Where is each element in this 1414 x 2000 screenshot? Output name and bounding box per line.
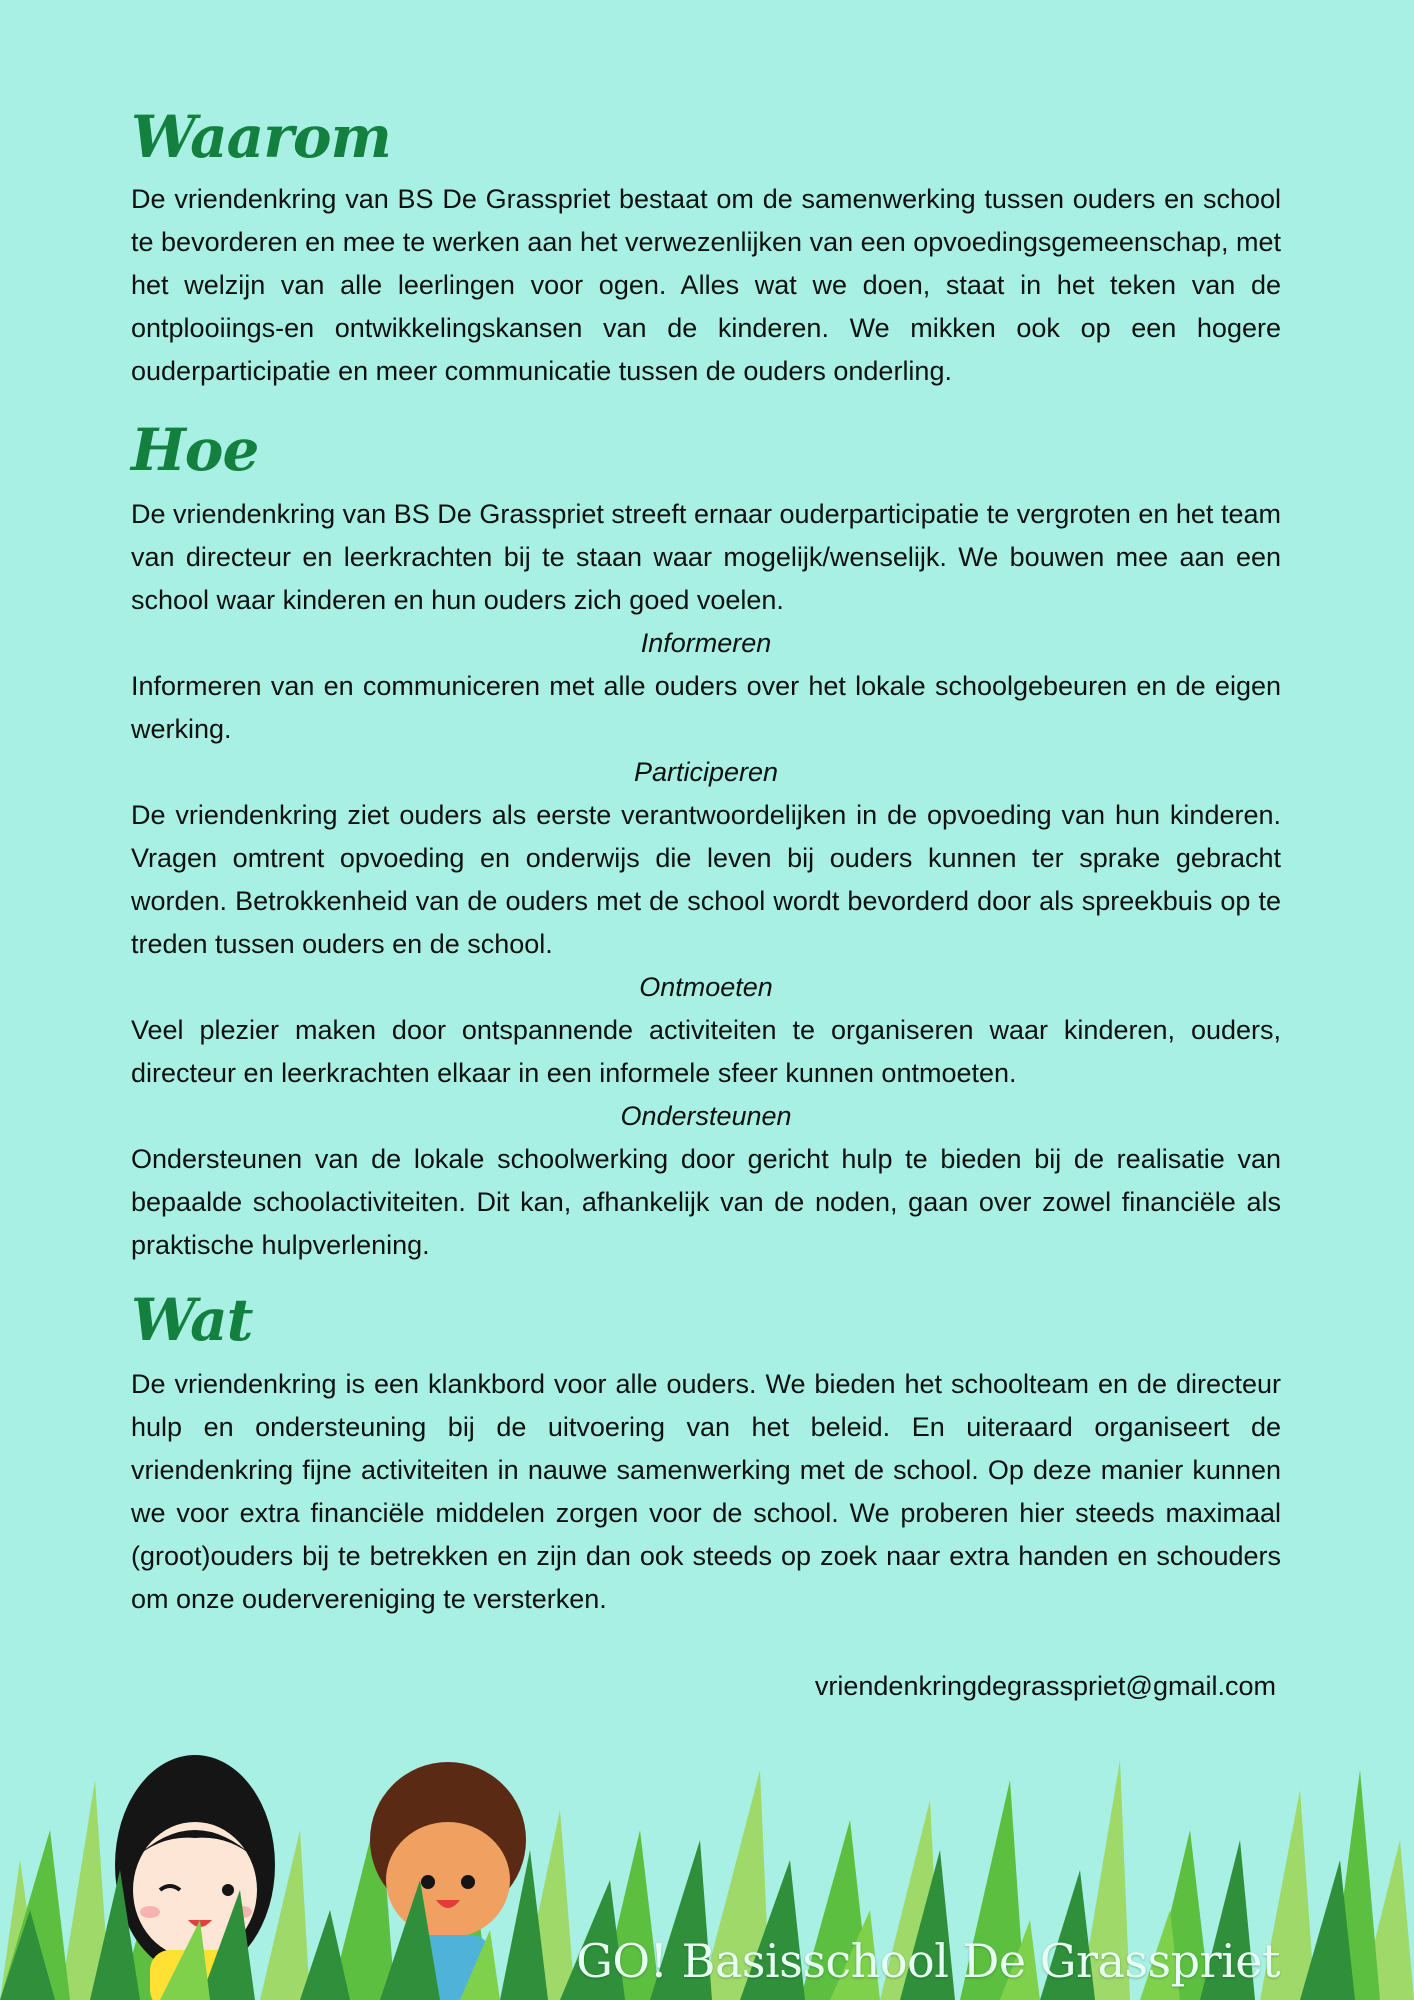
- heading-waarom: Waarom: [131, 103, 391, 171]
- school-name: GO! Basisschool De Grasspriet: [576, 1934, 1280, 1988]
- paragraph-hoe: De vriendenkring van BS De Grasspriet streeft ernaar ouderparticipatie te vergroten en het team van directeur en leerkrachten bij te staan waar mogelijk/wenselijk. We bouwen mee aan een school waar kinderen en hun ouders zich goed voelen.: [131, 499, 1281, 615]
- paragraph-participeren: De vriendenkring ziet ouders als eerste verantwoordelijken in de opvoeding van hun kinderen. Vragen omtrent opvoeding en onderwijs die leven bij ouders kunnen ter sprake gebracht worden. Betrokkenheid van de ouders met de school wordt bevorderd door als spreekbuis op te treden tussen ouders en de school.: [131, 800, 1281, 959]
- paragraph-waarom: De vriendenkring van BS De Grasspriet bestaat om de samenwerking tussen ouders en school te bevorderen en mee te werken aan het verwezenlijken van een opvoedingsgemeenschap, met het welzijn van alle leerlingen voor ogen. Alles wat we doen, staat in het teken van de ontplooiings-en ontwikkelingskansen van de kinderen. We mikken ook op een hogere ouderparticipatie en meer communicatie tussen de ouders onderling.: [131, 184, 1281, 386]
- subheading-participeren: Participeren: [633, 757, 779, 787]
- subheading-informeren: Informeren: [640, 628, 772, 658]
- paragraph-informeren: Informeren van en communiceren met alle ouders over het lokale schoolgebeuren en de eigen werking.: [131, 671, 1281, 744]
- paragraph-ontmoeten: Veel plezier maken door ontspannende activiteiten te organiseren waar kinderen, ouders, directeur en leerkrachten elkaar in een informele sfeer kunnen ontmoeten.: [131, 1015, 1281, 1088]
- content-column: [131, 100, 1281, 1621]
- paragraph-wat: De vriendenkring is een klankbord voor alle ouders. We bieden het schoolteam en de directeur hulp en ondersteuning bij de uitvoering van het beleid. En uiteraard organiseert de vriendenkring fijne activiteiten in nauwe samenwerking met de school. Op deze manier kunnen we voor extra financiële middelen zorgen voor de school. We proberen hier steeds maximaal (groot)ouders bij te betrekken en zijn dan ook steeds op zoek naar extra handen en schouders om onze oudervereniging te versterken.: [131, 1369, 1281, 1614]
- contact-email[interactable]: vriendenkringdegrasspriet@gmail.com: [814, 1671, 1276, 1701]
- heading-hoe: Hoe: [131, 416, 259, 484]
- subheading-ontmoeten: Ontmoeten: [639, 972, 773, 1002]
- subheading-ondersteunen: Ondersteunen: [620, 1101, 792, 1131]
- heading-wat: Wat: [131, 1286, 253, 1354]
- paragraph-ondersteunen: Ondersteunen van de lokale schoolwerking door gericht hulp te bieden bij de realisatie van bepaalde schoolactiviteiten. Dit kan, afhankelijk van de noden, gaan over zowel financiële als praktische hulpverlening.: [131, 1144, 1281, 1260]
